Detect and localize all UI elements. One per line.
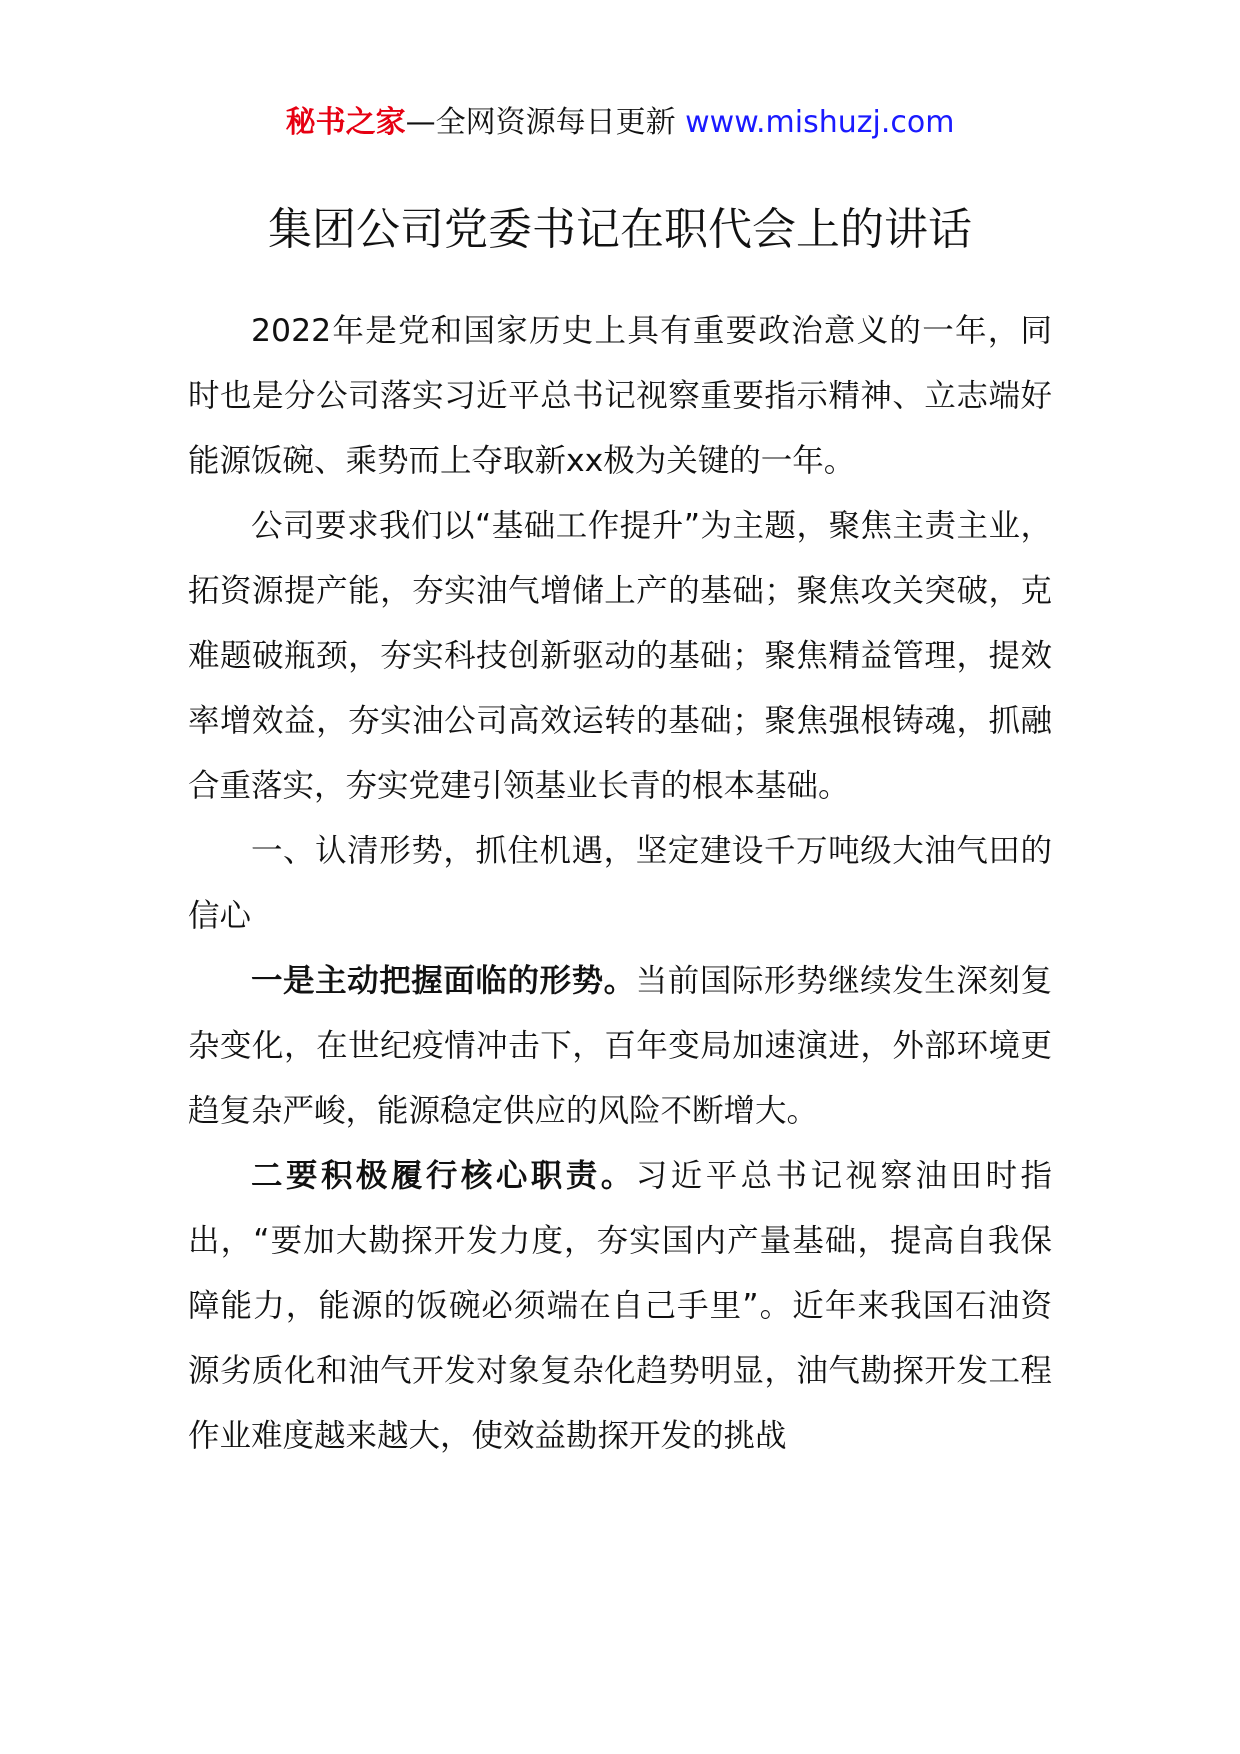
site-slogan: —全网资源每日更新	[405, 105, 686, 140]
paragraph-text: 公司要求我们以“基础工作提升”为主题，聚焦主责主业，拓资源提产能，夯实油气增储上产的基础；聚焦攻关突破，克难题破瓶颈，夯实科技创新驱动的基础；聚焦精益管理，提效率增效益，夯实油公司高效运转的基础；聚焦强根铸魂，抓融合重落实，夯实党建引领基业长青的根本基础。	[188, 508, 1052, 804]
paragraph-requirements	[188, 494, 1052, 819]
paragraph-text: 习近平总书记视察油田时指出，“要加大勘探开发力度，夯实国内产量基础，提高自我保障能力，能源的饭碗必须端在自己手里”。近年来我国石油资源劣质化和油气开发对象复杂化趋势明显，油气勘探开发工程作业难度越来越大，使效益勘探开发的挑战	[188, 1158, 1052, 1454]
paragraph-intro	[188, 299, 1052, 494]
site-brand: 秘书之家	[285, 105, 406, 140]
document-body	[188, 299, 1052, 1469]
section-heading-1	[188, 819, 1052, 949]
paragraph-lead: 一是主动把握面临的形势。	[251, 963, 636, 999]
paragraph-text: 当前国际形势继续发生深刻复杂变化，在世纪疫情冲击下，百年变局加速演进，外部环境更趋复杂严峻，能源稳定供应的风险不断增大。	[188, 963, 1052, 1129]
paragraph-point-2	[188, 1144, 1052, 1469]
paragraph-text: 一、认清形势，抓住机遇，坚定建设千万吨级大油气田的信心	[188, 833, 1052, 934]
paragraph-point-1	[188, 949, 1052, 1144]
paragraph-text: 2022年是党和国家历史上具有重要政治意义的一年，同时也是分公司落实习近平总书记视察重要指示精神、立志端好能源饭碗、乘势而上夺取新xx极为关键的一年。	[188, 313, 1052, 479]
site-header	[0, 100, 1240, 146]
document-title: 集团公司党委书记在职代会上的讲话	[268, 204, 972, 255]
site-url-link[interactable]: www.mishuzj.com	[685, 105, 955, 140]
paragraph-lead: 二要积极履行核心职责。	[251, 1158, 636, 1194]
